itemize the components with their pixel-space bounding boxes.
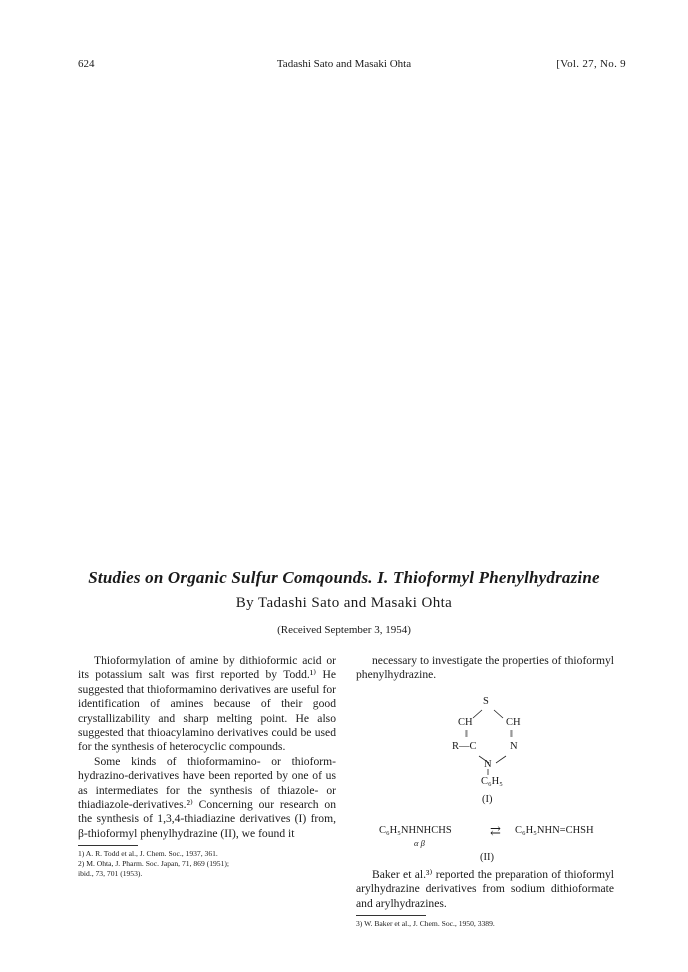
footnote-rule	[356, 915, 426, 916]
footnote: 2) M. Ohta, J. Pharm. Soc. Japan, 71, 869 (1951);	[78, 859, 230, 869]
paragraph: Some kinds of thioformamino- or thioform-hydrazino-derivatives have been reported by one of us as intermediates for the synthesis of thiazole- or thiadiazole-derivatives.²⁾ Concerning our research on the synthesis of 1,3,4-thiadiazine derivatives (I) from, β-thioformyl phenylhydrazine (II), we found it	[78, 754, 336, 840]
tautomer-right: C₆H₅NHN=CHSH	[515, 825, 594, 836]
paragraph: Baker et al.³⁾ reported the preparation of thioformyl arylhydrazine derivatives from sodium dithioformate and arylhydrazines.	[356, 868, 614, 910]
right-column-lower	[356, 868, 614, 929]
footnote: ibid., 73, 701 (1953).	[78, 869, 143, 879]
page-number: 624	[78, 58, 95, 70]
tautomer-left: C₆H₅NHNHCHS	[379, 825, 452, 836]
footnote: 1) A. R. Todd et al., J. Chem. Soc., 1937, 361.	[78, 849, 218, 859]
ring-atom-s: S	[483, 696, 489, 707]
running-head: Tadashi Sato and Masaki Ohta	[276, 58, 412, 70]
paragraph: necessary to investigate the properties of thioformyl phenylhydrazine.	[356, 654, 614, 682]
left-column	[78, 654, 336, 879]
ring-n-bottom: N	[484, 759, 492, 770]
ring-ch-left: CH	[458, 717, 473, 728]
article-title: Studies on Organic Sulfur Comqounds. I. Thioformyl Phenylhydrazine	[88, 568, 600, 587]
double-bond-left: ‖	[465, 729, 468, 740]
footnote-rule	[78, 845, 138, 846]
volume-info: [Vol. 27, No. 9	[556, 58, 626, 70]
article-authors: By Tadashi Sato and Masaki Ohta	[235, 595, 453, 611]
double-bond-right: ‖	[510, 729, 513, 740]
received-date: (Received September 3, 1954)	[277, 624, 411, 636]
alpha-beta-label: α β	[414, 838, 425, 848]
paragraph: Thioformylation of amine by dithioformic acid or its potassium salt was first reported by Todd.¹⁾ He suggested that thioformamino derivatives are useful for identification of amines because of their good crystallizability and sharp melting point. He also suggested that thioacylamino derivatives could be used for the synthesis of heterocyclic compounds.	[78, 654, 336, 754]
ring-rc: R—C	[452, 741, 477, 752]
ring-ch-right: CH	[506, 717, 521, 728]
footnote: 3) W. Baker et al., J. Chem. Soc., 1950, 3389.	[356, 919, 495, 929]
ring-bonds	[370, 696, 610, 786]
compound-label-i: (I)	[482, 794, 493, 805]
compound-label-ii: (II)	[480, 852, 494, 863]
right-column	[356, 654, 614, 683]
equilibrium-arrow: ⇄	[490, 823, 501, 838]
phenyl-substituent: C₆H₅	[481, 776, 503, 787]
ring-n-right: N	[510, 741, 518, 752]
